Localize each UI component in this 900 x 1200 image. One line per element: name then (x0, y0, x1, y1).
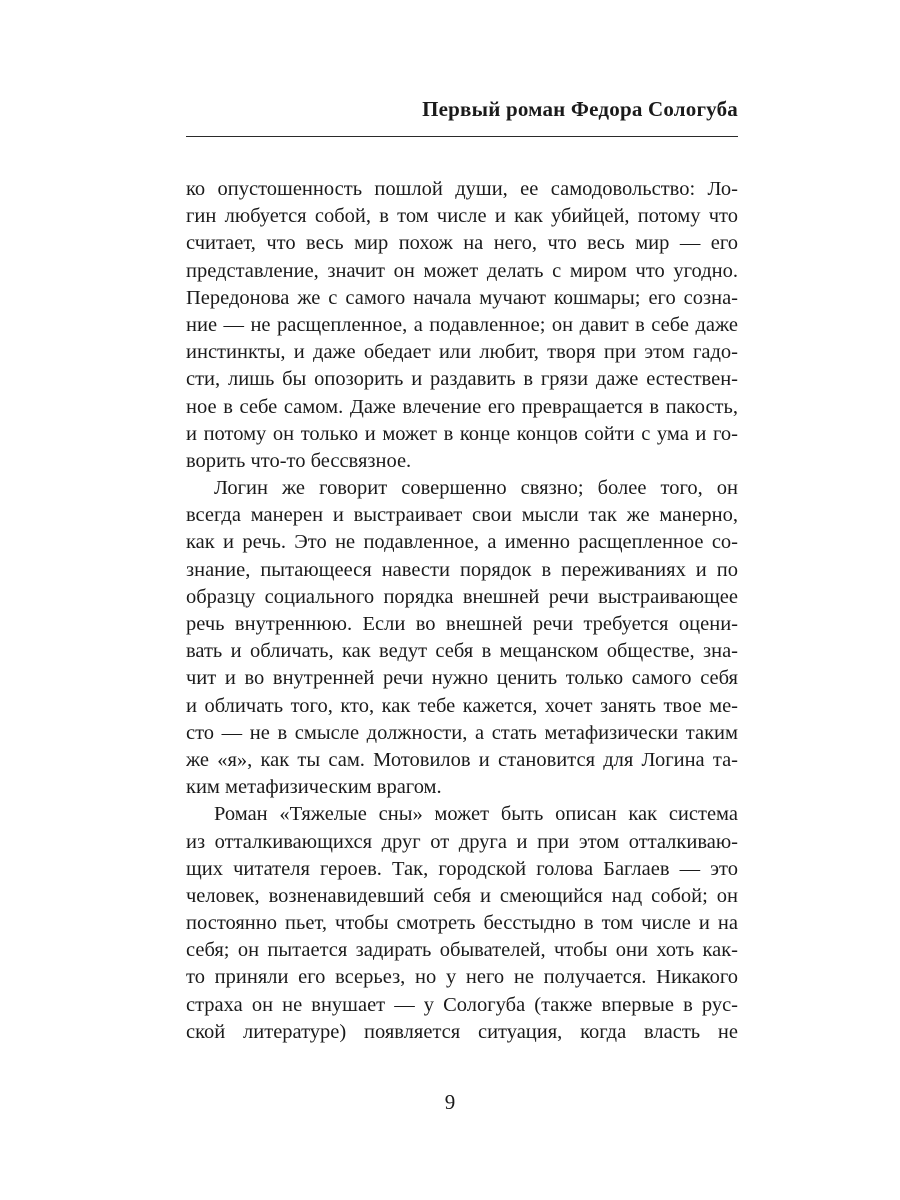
page-number: 9 (444, 1090, 456, 1114)
text-line: щих читателя героев. Так, городской голова Баглаев — это (186, 857, 738, 880)
body-text (186, 176, 738, 1046)
text-line: ко опустошенность пошлой души, ее самодовольство: Ло- (186, 178, 738, 200)
running-head: Первый роман Федора Сологуба (422, 97, 738, 121)
text-line: сти, лишь бы опозорить и раздавить в грязи даже естествен- (186, 368, 738, 391)
text-line: речь внутреннюю. Если во внешней речи требуется оцени- (186, 613, 738, 635)
text-line: Передонова же с самого начала мучают кошмары; его созна- (186, 286, 738, 309)
text-line: знание, пытающееся навести порядок в переживаниях и по (186, 558, 738, 581)
text-line: и потому он только и может в конце концов сойти с ума и го- (186, 422, 738, 445)
text-line: из отталкивающихся друг от друга и при этом отталкиваю- (186, 830, 738, 853)
text-line: инстинкты, и даже обедает или любит, творя при этом гадо- (186, 341, 738, 364)
text-line: ное в себе самом. Даже влечение его превращается в пакость, (186, 395, 738, 418)
text-line: себя; он пытается задирать обывателей, чтобы они хоть как- (186, 939, 738, 962)
text-line: же «я», как ты сам. Мотовилов и становится для Логина та- (186, 748, 738, 771)
text-line: гин любуется собой, в том числе и как убийцей, потому что (186, 205, 738, 228)
text-line: Роман «Тяжелые сны» может быть описан как система (214, 803, 738, 826)
text-line: то приняли его всерьез, но у него не получается. Никакого (186, 966, 738, 989)
text-line: вать и обличать, как ведут себя в мещанском обществе, зна- (186, 640, 738, 663)
text-line: всегда манерен и выстраивает свои мысли так же манерно, (186, 504, 738, 527)
text-line: постоянно пьет, чтобы смотреть бесстыдно в том числе и на (186, 912, 738, 935)
text-line: образцу социального порядка внешней речи выстраивающее (186, 585, 738, 608)
text-line: ким метафизическим врагом. (186, 776, 442, 799)
text-line: чит и во внутренней речи нужно ценить только самого себя (186, 667, 738, 690)
text-line: ние — не расщепленное, а подавленное; он давит в себе даже (186, 313, 738, 336)
text-line: считает, что весь мир похож на него, что весь мир — его (186, 232, 738, 255)
text-line: представление, значит он может делать с миром что угодно. (186, 259, 738, 282)
text-line: ской литературе) появляется ситуация, когда власть не (186, 1020, 738, 1043)
text-line: страха он не внушает — у Сологуба (также впервые в рус- (186, 993, 738, 1016)
text-line: сто — не в смысле должности, а стать метафизически таким (186, 721, 738, 744)
text-line: как и речь. Это не подавленное, а именно расщепленное со- (186, 531, 738, 554)
text-line: человек, возненавидевший себя и смеющийся над собой; он (186, 884, 738, 907)
header-rule (186, 136, 738, 137)
text-line: ворить что-то бессвязное. (186, 449, 412, 472)
text-line: Логин же говорит совершенно связно; более того, он (214, 477, 738, 500)
text-line: и обличать того, кто, как тебе кажется, хочет занять твое ме- (186, 694, 738, 717)
